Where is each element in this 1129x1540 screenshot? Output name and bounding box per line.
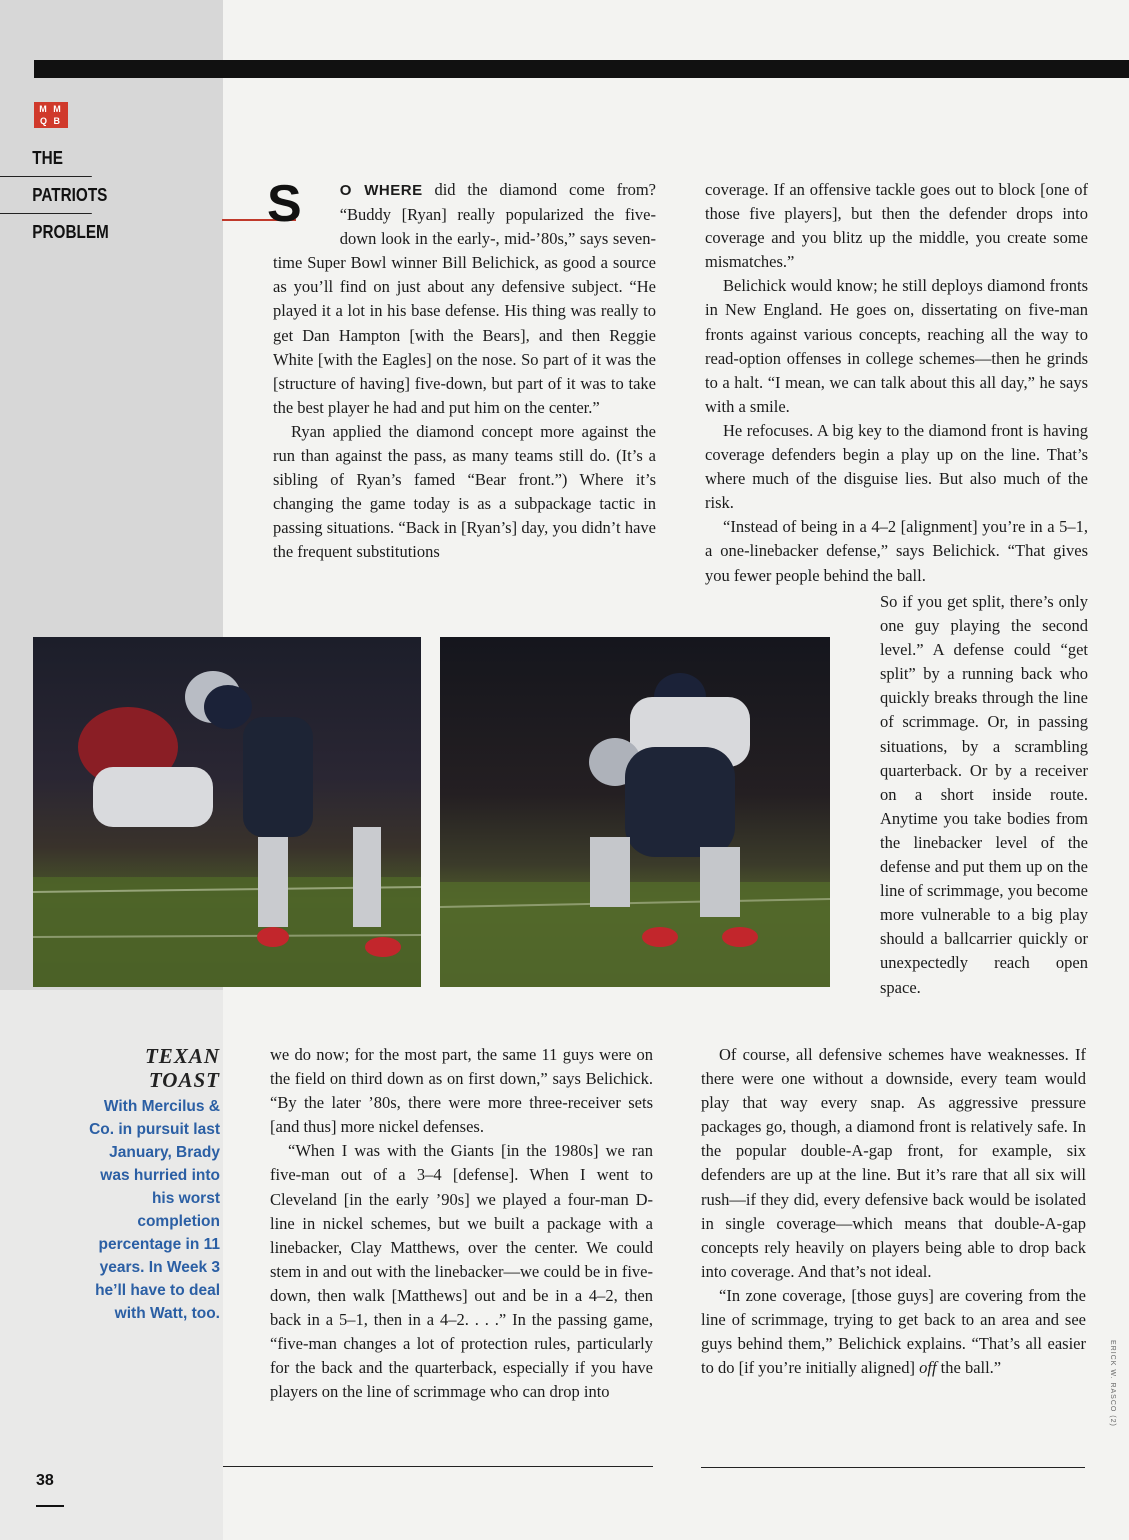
section-title [0,140,109,250]
top-rule-bar [34,60,1129,78]
lead-in: O WHERE [339,182,423,199]
page-number: 38 [36,1472,54,1489]
page-number-rule [36,1505,64,1507]
article-column-1-top [267,175,656,565]
article-column-1-bottom [270,1043,653,1404]
caption-headline-line-1: TEXAN [144,1044,220,1068]
article-paragraph: He refocuses. A big key to the diamond front is having coverage defenders begin a play up on the line. That’s where much of the disguise lies. But also much of the risk. [705,420,1088,513]
caption-headline-line-2: TOAST [148,1068,220,1092]
article-column-2-top [705,178,1088,588]
article-column-2-bottom [701,1043,1086,1380]
photo-brady-pursued [33,637,421,987]
photo-brady-sacked [440,637,830,987]
logo-top-text: M M [39,104,63,114]
article-paragraph: “When I was with the Giants [in the 1980s] we ran five-man out of a 3–4 [defense]. When I went to Cleveland [in the early ’90s] we played a four-man D-line in nickel schemes, but we built a package with a linebacker, Clay Matthews, over the center. We could stem in and out with the linebacker—we could be in five-down, then walk [Matthews] out and be in a 4–2, then back in a 5–1, then in a 4–2. . . .” In the passing game, “five-man changes a lot of protection rules, particularly for the back and the quarterback, especially if you have players on the line of scrimmage who can drop into [270,1141,653,1402]
article-paragraph: Of course, all defensive schemes have weaknesses. If there were one without a downside, every team would play that way every snap. As aggressive pressure packages go, though, a diamond front is relatively safe. In the popular double-A-gap front, for example, six defenders are up at the line. But it’s rare that all six will rush—if they did, every defensive back would be isolated in single coverage—which means that double-A-gap concepts rely heavily on players being able to drop back into coverage. And that’s not ideal. [701,1045,1086,1281]
section-title-line-3: PROBLEM [32,222,109,242]
article-paragraph: So if you get split, there’s only one guy playing the second level.” A defense could “get split” by a running back who quickly breaks through the line of scrimmage. Or, in passing situations, by a scrambling quarterback. Or by a receiver on a short inside route. Anytime you take bodies from the linebacker level of the defense and put them up on the line of scrimmage, you become more vulnerable to a big play should a ballcarrier quickly or unexpectedly reach open space. [880,592,1088,997]
caption-text: With Mercilus & Co. in pursuit last January, Brady was hurried into his worst completion percentage in 11 years. In Week 3 he’ll have to deal with Watt, too. [89,1098,220,1322]
section-title-line-2: PATRIOTS [0,177,92,214]
photo-credit: ERICK W. RASCO (2) [1109,1340,1116,1427]
paragraph-text: “In zone coverage, [those guys] are covering from the line of scrimmage, trying to get back to an area and see guys behind them,” Belichick explains. “That’s all easier to do [if you’re initially aligned] [701,1285,1086,1378]
photo-2-illustration [440,637,830,987]
italic-text: off [919,1358,937,1378]
drop-cap: S [267,175,302,233]
paragraph-text: did the diamond come from? “Buddy [Ryan] really popularized the five-down look in the early-, mid-’80s,” says seven-time Super Bowl winner Bill Belichick, as good a source as you’ll find on just about any defensive subject. “He played it a lot in his base defense. His thing was really to get Dan Hampton [with the Bears], and then Reggie White [with the Eagles] on the nose. So part of it was the [structure of having] five-down, but part of it was to take the best player he had and put him on the center.” [273,180,656,417]
mmqb-logo [34,102,68,128]
article-column-2-wrap [880,590,1088,1000]
article-paragraph [267,175,656,420]
section-title-line-1: THE [0,140,92,177]
paragraph-text-end: the ball.” [936,1358,1002,1378]
article-paragraph [701,1284,1086,1380]
logo-bottom-text: Q B [39,116,62,126]
article-paragraph: “Instead of being in a 4–2 [alignment] you’re in a 5–1, a one-linebacker defense,” says Belichick. “That gives you fewer people behind the ball. [705,517,1088,585]
footer-rule-right [701,1467,1085,1468]
article-paragraph: we do now; for the most part, the same 11 guys were on the field on third down as on first down,” says Belichick. “By the later ’80s, there were more three-receiver sets [and thus] more nickel defenses. [270,1045,653,1137]
article-paragraph: Ryan applied the diamond concept more against the run than against the pass, as many teams still do. (It’s a sibling of Ryan’s famed “Bear front.”) Where it’s changing the game today is as a subpackage tactic in passing situations. “Back in [Ryan’s] day, you didn’t have the frequent substitutions [273,421,656,562]
article-paragraph: Belichick would know; he still deploys diamond fronts in New England. He goes on, dissertating on five-man fronts against various concepts, reaching all the way to read-option offenses in college schemes—then he grinds to a halt. “I mean, we can talk about this all day,” he says with a smile. [705,276,1088,416]
caption-headline [60,1044,220,1092]
article-paragraph: coverage. If an offensive tackle goes out to block [one of those five players], but then the defender drops into coverage and you blitz up the middle, you create some mismatches.” [705,180,1088,272]
photo-1-illustration [33,637,421,987]
footer-rule-left [223,1466,653,1467]
